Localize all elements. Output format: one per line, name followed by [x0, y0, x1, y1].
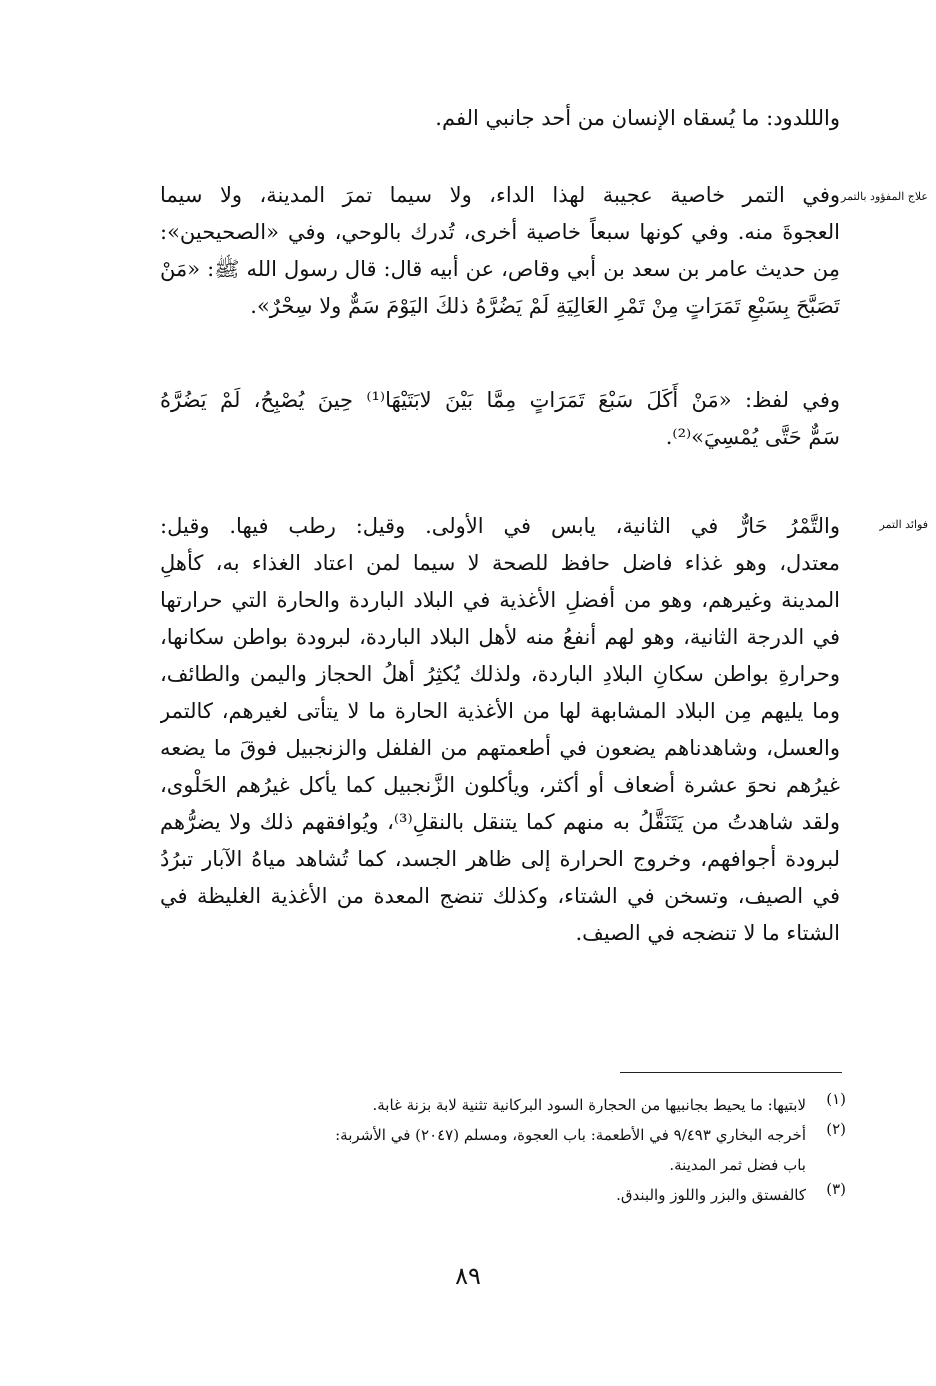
margin-note-dates-remedy: علاج المفؤود بالتمر	[841, 190, 928, 203]
footnote-item	[160, 1120, 846, 1180]
footnote-text: كالفستق والبزر واللوز والبندق.	[616, 1186, 806, 1204]
paragraph-dates-property	[160, 177, 840, 325]
text-line: وحرارةِ بواطن سكانِ البلادِ الباردة، ولذلك يُكثِرُ أهلُ الحجاز واليمن والطائف،	[160, 662, 840, 686]
text-line: ولقد شاهدتُ من يَتَنَقَّلُ به منهم كما يتنقل بالنقلِ⁽³⁾، ويُوافقهم ذلك ولا يضرُّهم	[160, 810, 840, 834]
footnote-number: (١)	[826, 1090, 846, 1108]
text-line: مِن حديث عامر بن سعد بن أبي وقاص، عن أبيه قال: قال رسول الله ﷺ: «مَنْ	[160, 257, 840, 281]
footnote-text: أخرجه البخاري ٩/٤٩٣ في الأطعمة: باب العجوة، ومسلم (٢٠٤٧) في الأشربة:	[335, 1126, 806, 1144]
text-line: وفي لفظ: «مَنْ أَكَلَ سَبْعَ تَمَرَاتٍ مِمَّا بَيْنَ لابَتَيْهَا⁽¹⁾ حِينَ يُصْبِحُ، لَمْ يَضُرَّهُ	[160, 388, 840, 412]
page-number: ٨٩	[455, 1262, 481, 1290]
footnote-item	[160, 1090, 846, 1120]
footnote-separator	[620, 1072, 842, 1073]
text-line: الشتاء ما لا تنضجه في الصيف.	[575, 921, 840, 945]
text-line: وما يليهم مِن البلاد المشابهة لها من الأغذية الحارة ما لا يتأتى لغيرهم، كالتمر	[160, 699, 840, 723]
footnotes	[160, 1090, 846, 1210]
text-line: تَصَبَّحَ بِسَبْعِ تَمَرَاتٍ مِنْ تَمْرِ العَالِيَةِ لَمْ يَضُرَّهُ ذلكَ اليَوْمَ سَمٌّ ولا سِحْرٌ».	[250, 294, 840, 318]
text-line: وفي التمر خاصية عجيبة لهذا الداء، ولا سيما تمرَ المدينة، ولا سيما	[160, 183, 840, 207]
paragraph-dates-benefits	[160, 508, 840, 952]
footnote-number: (٣)	[826, 1180, 846, 1198]
footnote-item	[160, 1180, 846, 1210]
text-line: معتدل، وهو غذاء فاضل حافظ للصحة لا سيما لمن اعتاد الغذاء به، كأهلِ	[160, 551, 840, 575]
text-line: في الصيف، وتسخن في الشتاء، وكذلك تنضج المعدة من الأغذية الغليظة في	[160, 884, 840, 908]
footnote-text: لابتيها: ما يحيط بجانبيها من الحجارة السود البركانية تثنية لابة بزنة غابة.	[372, 1096, 806, 1114]
text-line: لبرودة أجوافهم، وخروج الحرارة إلى ظاهر الجسد، كما تُشاهد مياهُ الآبار تبرُدُ	[160, 847, 840, 871]
text-line: والتَّمْرُ حَارٌّ في الثانية، يابس في الأولى. وقيل: رطب فيها. وقيل:	[160, 514, 840, 538]
paragraph-ludud	[160, 100, 840, 137]
text-line: والعسل، وشاهدناهم يضعون في أطعمتهم من الفلفل والزنجبيل فوقَ ما يضعه	[160, 736, 840, 760]
footnote-text: باب فضل ثمر المدينة.	[669, 1156, 806, 1174]
text-line: غيرُهم نحوَ عشرة أضعاف أو أكثر، ويأكلون الزَّنجبيل كما يأكل غيرُهم الحَلْوى،	[160, 773, 840, 797]
text-line: المدينة وغيرهم، وهو من أفضلِ الأغذية في البلاد الباردة والحارة التي حرارتها	[160, 588, 840, 612]
footnote-number: (٢)	[826, 1120, 846, 1138]
margin-note-dates-benefits: فوائد التمر	[879, 518, 928, 531]
text-line: والللدود: ما يُسقاه الإنسان من أحد جانبي الفم.	[435, 106, 840, 130]
paragraph-hadith-variant	[160, 382, 840, 456]
text-line: العجوةَ منه. وفي كونها سبعاً خاصية أخرى، تُدرك بالوحي، وفي «الصحيحين»:	[160, 220, 840, 244]
text-line: سَمٌّ حَتَّى يُمْسِيَ»⁽²⁾.	[665, 425, 840, 449]
text-line: في الدرجة الثانية، وهو لهم أنفعُ منه لأهل البلاد الباردة، لبرودة بواطن سكانها،	[160, 625, 840, 649]
